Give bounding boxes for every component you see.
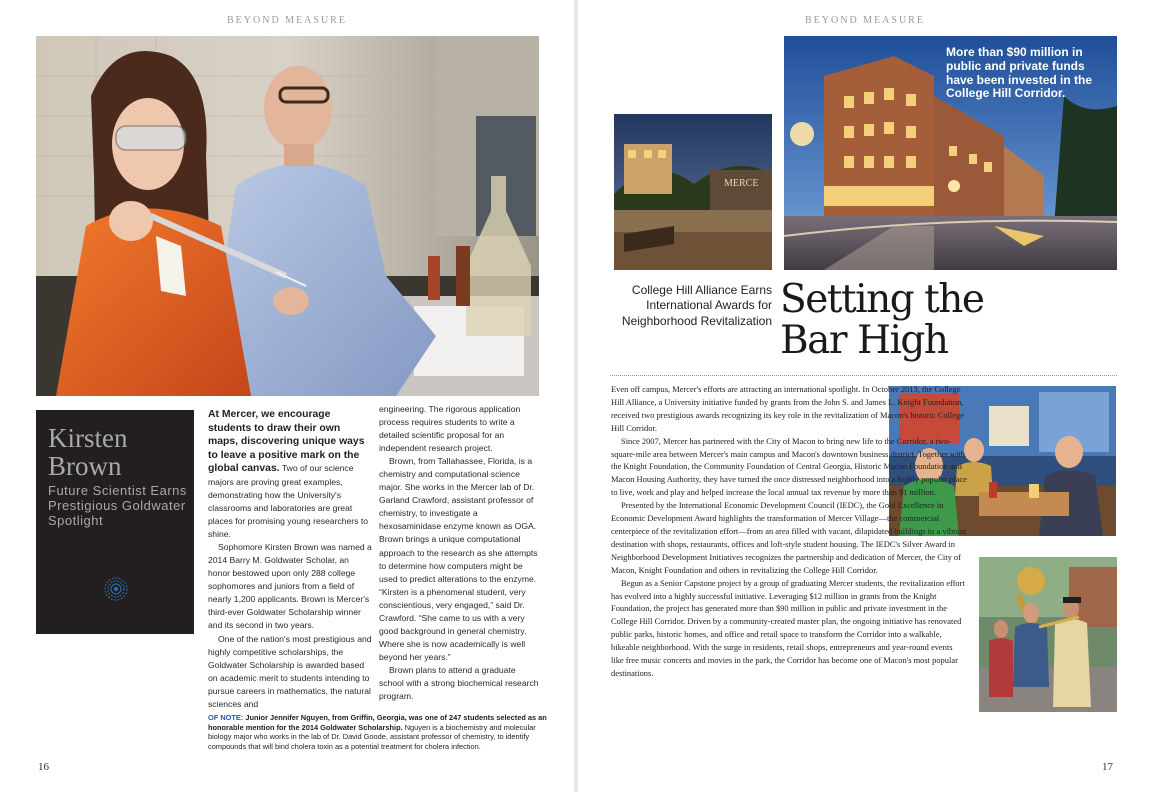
photo-caption: More than $90 million in public and private funds have been invested in the College Hill Corridor.: [946, 45, 1093, 101]
of-note-text: Nguyen is a biochemistry and molecular biology major who works in the lab of Dr. David Goode, assistant professor of chemistry, to identify compounds that will bind cholera toxin as a potential treatment for cholera infection.: [208, 722, 536, 751]
profile-subtitle: Future Scientist Earns Prestigious Goldwater Spotlight: [48, 483, 187, 528]
article-kicker: College Hill Alliance Earns International Awards for Neighborhood Revitalization: [621, 283, 772, 328]
article-paragraph-3: One of the nation's most prestigious and highly competitive scholarships, the Goldwater Scholarship is awarded based on academic merit to students intending to pursue careers in mathematics, the natural sciences and: [208, 633, 372, 709]
profile-name-last: Brown: [48, 451, 122, 481]
mercer-sign-photo: [614, 114, 772, 270]
body-paragraph-3: Presented by the International Economic Development Council (IEDC), the Gold Excellence in Economic Development Award highlights the transformation of Mercer Village—the commercial centerpiece of the revitalization effort—from an area filled with vacant, dilapidated buildings to a vibrant destination with shops, restaurants, offices and loft-style student housing. The IEDC's Silver Award in Neighborhood Development Initiatives recognizes the partnership and dedication of Mercer, the City of Macon, Knight Foundation and others in revitalizing the College Hill Corridor.: [611, 500, 967, 575]
of-note-bold-text: Junior Jennifer Nguyen, from Griffin, Georgia, was one of 247 students selected as an honorable mention for the 2014 Goldwater Scholarship.: [208, 713, 547, 732]
spiral-emblem-icon: [104, 577, 128, 601]
body-paragraph-4: Begun as a Senior Capstone project by a group of graduating Mercer students, the revitalization effort has evolved into a highly successful initiative. Leveraging $12 million in grants from the Knight Foundation, the project has generated more than $90 million in public and private investment in the College Hill Corridor. Driven by a community-created master plan, the ongoing initiative has renovated public parks, historic homes, and office and retail space to transform the Corridor into a walkable, bikeable neighborhood. With the surge in residents, retail shops, entrepreneurs and year-round events like free music concerts and movies in the park, the Corridor has become one of Macon's most popular destinations.: [611, 577, 965, 678]
dotted-rule: [610, 375, 1117, 376]
article-column-2: [379, 403, 542, 703]
body-paragraph-1: Even off campus, Mercer's efforts are attracting an international spotlight. In October 2013, the College Hill Alliance, a University initiative funded by grants from the John S. and James L. Knight Foundation, received two prestigious awards recognizing its key role in the revitalization of Macon's historic College Hill Corridor.: [611, 384, 964, 433]
of-note-label: OF NOTE:: [208, 713, 244, 722]
article-body: [611, 383, 967, 680]
headline-line-1: Setting the: [780, 277, 984, 322]
left-page: [0, 0, 574, 792]
article-paragraph-4: Brown, from Tallahassee, Florida, is a chemistry and computational science major. She works in the Mercer lab of Dr. Garland Crawford, assistant professor of chemistry, to investigate a hexosaminidase enzyme known as OGA. Brown brings a unique computational approach to the research as she attempts to determine how computers might be used to predict alterations to the enzyme. “Kirsten is a phenomenal student, very conscientious, very engaged,” said Dr. Crawford. “She came to us with a very good background in general chemistry. Where she is now academically is well beyond her years.”: [379, 456, 538, 662]
article-column-1: [208, 408, 372, 711]
mercer-sign-text: MERCE: [724, 178, 759, 189]
article-paragraph-2: Sophomore Kirsten Brown was named a 2014 Barry M. Goldwater Scholar, an honor bestowed upon only 288 college sophomores and juniors from a field of nearly 1,200 applicants. Brown is Mercer's third-ever Goldwater Scholarship winner and its second in two years.: [208, 542, 372, 631]
page-number-right: 17: [1102, 761, 1113, 773]
running-head-right: BEYOND MEASURE: [805, 15, 925, 26]
profile-name-first: Kirsten: [48, 423, 128, 453]
brass-band-photo: [979, 557, 1117, 712]
article-paragraph-5: Brown plans to attend a graduate school with a strong biochemical research program.: [379, 664, 539, 702]
lab-photo: [36, 36, 539, 396]
running-head-left: BEYOND MEASURE: [227, 15, 347, 26]
page-number-left: 16: [38, 761, 49, 773]
article-paragraph-3-continued: engineering. The rigorous application process requires students to write a detailed scientific proposal for an independent research project.: [379, 404, 521, 454]
of-note-box: [208, 713, 548, 751]
article-lead: At Mercer, we encourage students to draw their own maps, discovering unique ways to leave a positive mark on the global canvas.: [208, 409, 365, 475]
headline-line-2: Bar High: [780, 318, 948, 363]
article-headline: [780, 279, 1030, 361]
body-paragraph-2: Since 2007, Mercer has partnered with the City of Macon to bring new life to the Corridor, a two-square-mile area between Mercer's main campus and Macon's downtown business district. Together with the Knight Foundation, the Community Foundation of Central Georgia, Historic Macon Foundation and Macon Housing Authority, they have turned the once distressed neighborhood into a highly popular place to live, work and play and helped increase the local annual tax revenue by more than $1 million.: [611, 435, 967, 498]
profile-name: [48, 424, 188, 480]
profile-sidebar: [36, 410, 194, 634]
article-paragraph-1: Two of our science majors are proving great examples, demonstrating how the University's classrooms and laboratories are great places for promising young researchers to shine.: [208, 463, 369, 540]
